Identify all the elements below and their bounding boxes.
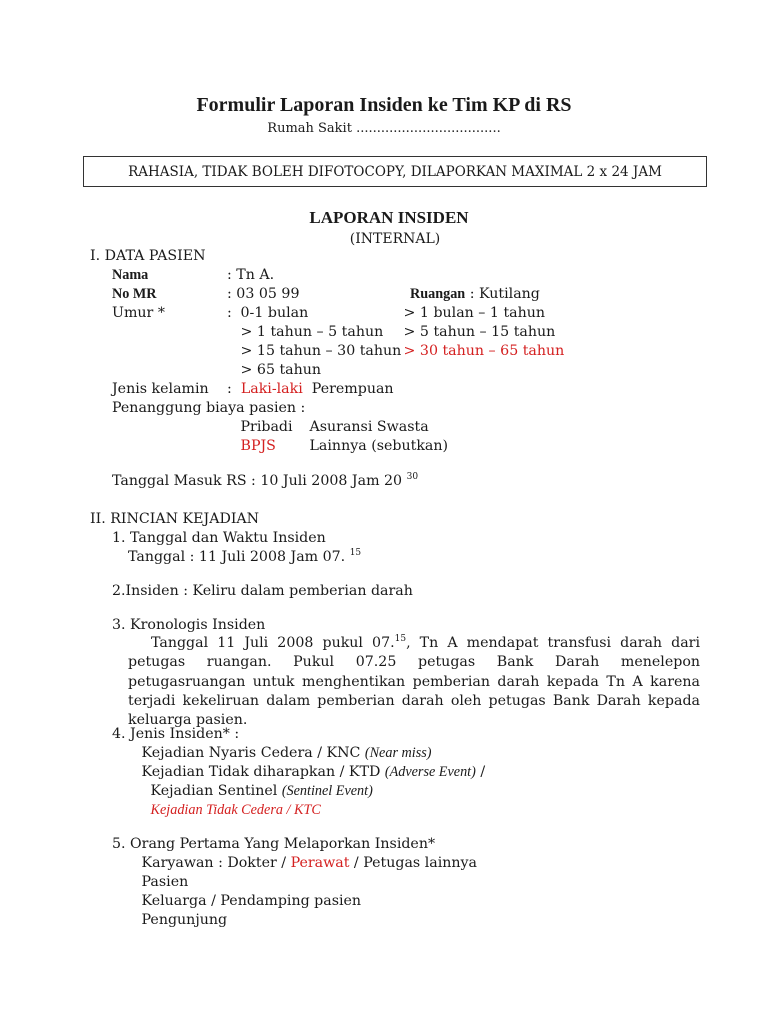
- age-option-label: > 5 tahun – 15 tahun: [403, 324, 556, 340]
- report-title: LAPORAN INSIDEN: [309, 208, 469, 227]
- incident-type-english: (Adverse Event): [384, 764, 476, 780]
- q3-label: 3. Kronologis Insiden: [112, 617, 266, 633]
- gender-perempuan[interactable]: Perempuan: [311, 381, 394, 397]
- age-option-label: > 65 tahun: [240, 362, 322, 378]
- payer-option-label: Lainnya (sebutkan): [309, 438, 449, 454]
- admission-text: Tanggal Masuk RS : 10 Juli 2008 Jam 20: [112, 473, 403, 489]
- nomr-label: No MR: [112, 286, 157, 302]
- chronology-minutes: 15: [394, 634, 407, 644]
- reporter-keluarga[interactable]: [137, 893, 361, 910]
- incident-type-english: (Near miss): [364, 745, 432, 761]
- payer-option-label: Asuransi Swasta: [309, 419, 429, 435]
- payer-option-label-selected: BPJS: [240, 438, 276, 454]
- admission-minutes: 30: [406, 472, 419, 482]
- q1-value-text: Tanggal : 11 Juli 2008 Jam 07.: [128, 549, 346, 565]
- age-option-label: > 1 bulan – 1 tahun: [403, 305, 546, 321]
- age-option-6-selected[interactable]: [399, 343, 564, 360]
- banner-text: RAHASIA, TIDAK BOLEH DIFOTOCOPY, DILAPORKAN MAXIMAL 2 x 24 JAM: [128, 163, 662, 180]
- section-data-pasien: I. DATA PASIEN: [90, 248, 206, 264]
- age-option-4[interactable]: [399, 324, 555, 341]
- reporter-option-label: Keluarga / Pendamping pasien: [141, 893, 362, 909]
- age-option-1[interactable]: [236, 305, 308, 322]
- age-option-5[interactable]: [236, 343, 401, 360]
- nama-label: Nama: [112, 267, 149, 283]
- gender-label: Jenis kelamin: [112, 381, 209, 397]
- incident-type-label: Kejadian Tidak diharapkan / KTD: [141, 764, 385, 780]
- section-rincian-kejadian: II. RINCIAN KEJADIAN: [90, 511, 260, 527]
- reporter-perawat-selected[interactable]: Perawat: [290, 855, 350, 871]
- payer-option-label: Pribadi: [240, 419, 293, 435]
- chronology-paragraph: [128, 634, 700, 730]
- payer-asuransi-swasta[interactable]: [305, 419, 429, 436]
- incident-type-label: Kejadian Sentinel: [150, 783, 282, 799]
- admission-date: [112, 473, 418, 490]
- gender-colon: :: [227, 381, 232, 397]
- reporter-option-label: Pasien: [141, 874, 189, 890]
- umur-colon: :: [227, 305, 232, 321]
- payer-bpjs[interactable]: [236, 438, 276, 455]
- umur-label: Umur *: [112, 305, 165, 321]
- incident-type-knc[interactable]: [137, 745, 431, 762]
- incident-type-ktd[interactable]: [137, 764, 485, 781]
- ruangan-field: [410, 286, 540, 303]
- age-option-7[interactable]: [236, 362, 321, 379]
- payer-label: Penanggung biaya pasien :: [112, 400, 306, 416]
- age-option-label: > 30 tahun – 65 tahun: [403, 343, 565, 359]
- age-option-label: 0-1 bulan: [240, 305, 309, 321]
- confidential-banner: [83, 156, 707, 187]
- age-option-2[interactable]: [399, 305, 545, 322]
- reporter-pasien[interactable]: [137, 874, 188, 891]
- q4-label: 4. Jenis Insiden* :: [112, 726, 240, 742]
- gender-laki-laki-selected[interactable]: Laki-laki: [240, 381, 303, 397]
- incident-type-suffix: /: [475, 764, 486, 780]
- form-title: Formulir Laporan Insiden ke Tim KP di RS: [196, 94, 572, 116]
- reporter-option-label: Pengunjung: [141, 912, 228, 928]
- age-option-3[interactable]: [236, 324, 383, 341]
- nama-value: : Tn A.: [227, 267, 275, 283]
- ruangan-label: Ruangan: [410, 286, 466, 302]
- payer-pribadi[interactable]: [236, 419, 293, 436]
- chronology-part2: , Tn A mendapat transfusi darah dari petugas ruangan. Pukul 07.25 petugas Bank Darah menelepon petugasruangan untuk menghentikan pemberian darah kepada Tn A karena terjadi kekeliruan dalam pemberian darah oleh petugas Bank Darah kepada keluarga pasien.: [128, 635, 701, 729]
- gender-options: [227, 381, 394, 398]
- q5-label: 5. Orang Pertama Yang Melaporkan Insiden*: [112, 836, 436, 852]
- payer-lainnya[interactable]: [305, 438, 448, 455]
- age-option-label: > 15 tahun – 30 tahun: [240, 343, 402, 359]
- hospital-line: Rumah Sakit ...................................: [267, 121, 501, 136]
- reporter-petugas-label: / Petugas lainnya: [349, 855, 477, 871]
- chronology-part1: Tanggal 11 Juli 2008 pukul 07.: [151, 635, 395, 651]
- incident-type-label: Kejadian Nyaris Cedera / KNC: [141, 745, 365, 761]
- reporter-karyawan[interactable]: [137, 855, 477, 872]
- incident-type-sentinel[interactable]: [137, 783, 373, 800]
- reporter-karyawan-label: Karyawan : Dokter /: [141, 855, 291, 871]
- q2-text: 2.Insiden : Keliru dalam pemberian darah: [112, 583, 413, 599]
- q1-label: 1. Tanggal dan Waktu Insiden: [112, 530, 326, 546]
- q1-value: [128, 549, 361, 566]
- incident-type-label: Kejadian Tidak Cedera / KTC: [150, 802, 321, 818]
- age-option-label: > 1 tahun – 5 tahun: [240, 324, 384, 340]
- incident-type-english: (Sentinel Event): [281, 783, 373, 799]
- incident-type-ktc-selected[interactable]: [137, 802, 321, 819]
- reporter-pengunjung[interactable]: [137, 912, 227, 929]
- report-subtitle: (INTERNAL): [349, 231, 441, 247]
- nomr-value: : 03 05 99: [227, 286, 300, 302]
- q1-minutes: 15: [349, 548, 362, 558]
- ruangan-value: : Kutilang: [469, 286, 540, 302]
